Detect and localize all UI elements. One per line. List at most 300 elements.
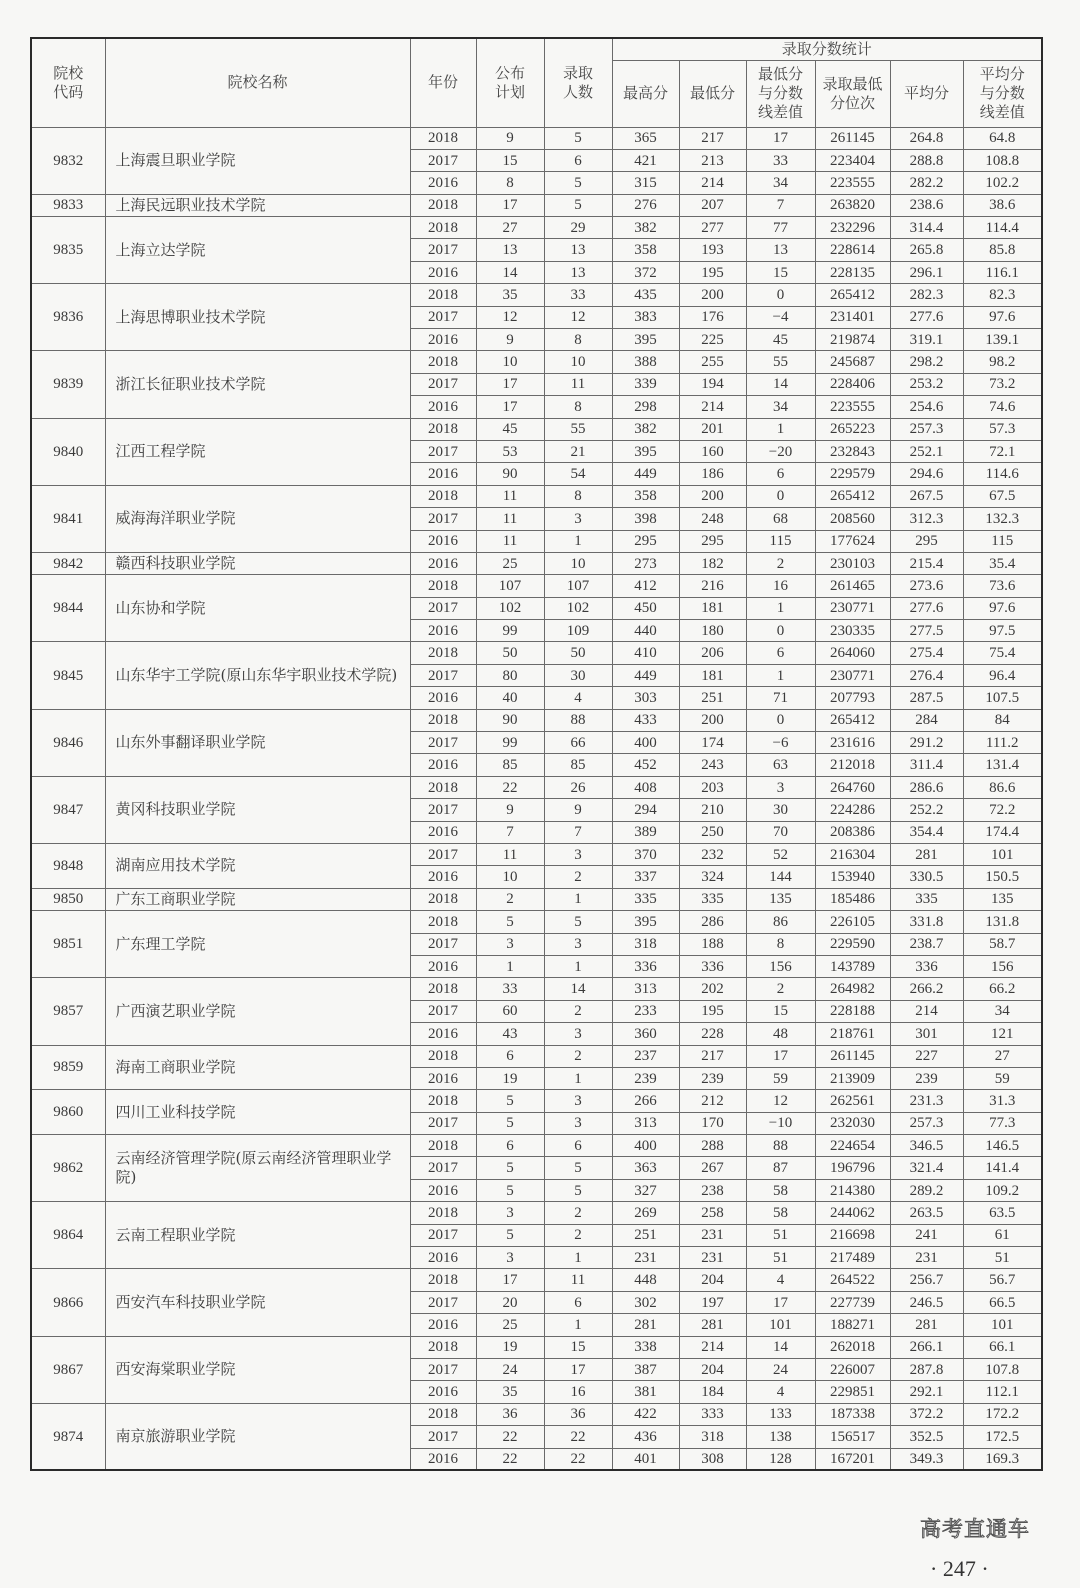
admitted-cell: 8 (544, 396, 612, 418)
min-diff-cell: 59 (746, 1067, 815, 1089)
min-rank-cell: 196796 (815, 1157, 890, 1179)
admitted-cell: 11 (544, 1269, 612, 1291)
avg-score-cell: 231 (890, 1247, 963, 1269)
avg-score-cell: 265.8 (890, 239, 963, 261)
year-cell: 2016 (410, 261, 476, 283)
min-score-cell: 200 (679, 284, 746, 306)
min-score-cell: 207 (679, 194, 746, 216)
admitted-cell: 16 (544, 1381, 612, 1403)
min-rank-cell: 214380 (815, 1179, 890, 1201)
max-score-cell: 237 (612, 1045, 679, 1067)
school-name-cell: 山东外事翻译职业学院 (105, 709, 410, 776)
avg-score-cell: 354.4 (890, 821, 963, 843)
admitted-cell: 2 (544, 866, 612, 888)
max-score-cell: 302 (612, 1291, 679, 1313)
avg-score-cell: 264.8 (890, 127, 963, 149)
min-diff-cell: 68 (746, 508, 815, 530)
header-min-rank (815, 60, 890, 127)
max-score-cell: 327 (612, 1179, 679, 1201)
avg-score-cell: 289.2 (890, 1179, 963, 1201)
max-score-cell: 383 (612, 306, 679, 328)
min-diff-cell: 24 (746, 1358, 815, 1380)
avg-diff-cell: 131.8 (963, 911, 1042, 933)
avg-score-cell: 336 (890, 955, 963, 977)
school-name-cell: 威海海洋职业学院 (105, 485, 410, 552)
min-score-cell: 243 (679, 754, 746, 776)
table-row (31, 1090, 1042, 1112)
min-diff-cell: 135 (746, 888, 815, 910)
admitted-cell: 12 (544, 306, 612, 328)
plan-cell: 17 (476, 373, 544, 395)
table-row (31, 888, 1042, 910)
min-score-cell: 213 (679, 149, 746, 171)
year-cell: 2017 (410, 732, 476, 754)
school-name-cell: 黄冈科技职业学院 (105, 776, 410, 843)
min-score-cell: 308 (679, 1448, 746, 1470)
avg-score-cell: 288.8 (890, 149, 963, 171)
school-name-cell: 浙江长征职业技术学院 (105, 351, 410, 418)
school-name-cell: 上海震旦职业学院 (105, 127, 410, 194)
min-score-cell: 277 (679, 217, 746, 239)
avg-diff-cell: 67.5 (963, 485, 1042, 507)
min-diff-cell: 58 (746, 1202, 815, 1224)
header-avg-score (890, 60, 963, 127)
admitted-cell: 8 (544, 485, 612, 507)
year-cell: 2017 (410, 1157, 476, 1179)
avg-score-cell: 254.6 (890, 396, 963, 418)
max-score-cell: 313 (612, 978, 679, 1000)
min-rank-cell: 223555 (815, 172, 890, 194)
school-name-cell: 海南工商职业学院 (105, 1045, 410, 1090)
min-diff-cell: 55 (746, 351, 815, 373)
min-score-cell: 180 (679, 620, 746, 642)
min-rank-cell: 153940 (815, 866, 890, 888)
avg-score-cell: 266.1 (890, 1336, 963, 1358)
min-score-cell: 286 (679, 911, 746, 933)
min-score-cell: 333 (679, 1403, 746, 1425)
min-score-cell: 217 (679, 127, 746, 149)
min-score-cell: 232 (679, 844, 746, 866)
max-score-cell: 395 (612, 911, 679, 933)
avg-score-cell: 277.6 (890, 597, 963, 619)
year-cell: 2018 (410, 575, 476, 597)
plan-cell: 19 (476, 1336, 544, 1358)
min-rank-cell: 229590 (815, 933, 890, 955)
max-score-cell: 452 (612, 754, 679, 776)
avg-diff-cell: 66.1 (963, 1336, 1042, 1358)
min-diff-cell: 14 (746, 1336, 815, 1358)
year-cell: 2017 (410, 933, 476, 955)
min-score-cell: 318 (679, 1426, 746, 1448)
min-diff-cell: 156 (746, 955, 815, 977)
table-row (31, 194, 1042, 216)
min-diff-cell: 0 (746, 284, 815, 306)
min-diff-cell: 101 (746, 1314, 815, 1336)
school-name-cell: 上海立达学院 (105, 217, 410, 284)
plan-cell: 9 (476, 127, 544, 149)
max-score-cell: 448 (612, 1269, 679, 1291)
min-score-cell: 201 (679, 418, 746, 440)
min-diff-cell: 16 (746, 575, 815, 597)
avg-score-cell: 241 (890, 1224, 963, 1246)
admitted-cell: 26 (544, 776, 612, 798)
min-score-cell: 281 (679, 1314, 746, 1336)
min-diff-cell: 4 (746, 1269, 815, 1291)
year-cell: 2018 (410, 1045, 476, 1067)
plan-cell: 3 (476, 1202, 544, 1224)
admitted-cell: 7 (544, 821, 612, 843)
avg-score-cell: 314.4 (890, 217, 963, 239)
school-name-cell: 广西演艺职业学院 (105, 978, 410, 1045)
plan-cell: 25 (476, 1314, 544, 1336)
school-name-cell: 广东理工学院 (105, 911, 410, 978)
admitted-cell: 1 (544, 955, 612, 977)
min-score-cell: 202 (679, 978, 746, 1000)
year-cell: 2017 (410, 844, 476, 866)
school-code-cell: 9857 (31, 978, 105, 1045)
avg-diff-cell: 75.4 (963, 642, 1042, 664)
min-diff-cell: 71 (746, 687, 815, 709)
min-rank-cell: 224654 (815, 1135, 890, 1157)
avg-diff-cell: 116.1 (963, 261, 1042, 283)
min-rank-cell: 232296 (815, 217, 890, 239)
min-rank-cell: 177624 (815, 530, 890, 552)
max-score-cell: 358 (612, 239, 679, 261)
avg-score-cell: 227 (890, 1045, 963, 1067)
max-score-cell: 395 (612, 440, 679, 462)
table-row (31, 1045, 1042, 1067)
admitted-cell: 55 (544, 418, 612, 440)
plan-cell: 80 (476, 664, 544, 686)
plan-cell: 35 (476, 284, 544, 306)
min-score-cell: 170 (679, 1112, 746, 1134)
min-rank-cell: 264982 (815, 978, 890, 1000)
min-rank-cell: 230771 (815, 664, 890, 686)
min-diff-cell: 51 (746, 1247, 815, 1269)
year-cell: 2016 (410, 620, 476, 642)
min-diff-cell: 1 (746, 418, 815, 440)
min-diff-cell: 17 (746, 1045, 815, 1067)
min-diff-cell: 128 (746, 1448, 815, 1470)
admitted-cell: 102 (544, 597, 612, 619)
min-score-cell: 324 (679, 866, 746, 888)
max-score-cell: 295 (612, 530, 679, 552)
year-cell: 2016 (410, 1448, 476, 1470)
min-diff-cell: 2 (746, 552, 815, 574)
plan-cell: 11 (476, 530, 544, 552)
admitted-cell: 88 (544, 709, 612, 731)
avg-score-cell: 252.2 (890, 799, 963, 821)
avg-score-cell: 257.3 (890, 1112, 963, 1134)
avg-diff-cell: 131.4 (963, 754, 1042, 776)
avg-score-cell: 281 (890, 1314, 963, 1336)
avg-diff-cell: 111.2 (963, 732, 1042, 754)
min-rank-cell: 264060 (815, 642, 890, 664)
avg-score-cell: 215.4 (890, 552, 963, 574)
avg-score-cell: 301 (890, 1023, 963, 1045)
min-diff-cell: 2 (746, 978, 815, 1000)
avg-diff-cell: 139.1 (963, 329, 1042, 351)
min-score-cell: 193 (679, 239, 746, 261)
year-cell: 2016 (410, 1314, 476, 1336)
table-row (31, 1403, 1042, 1425)
admitted-cell: 66 (544, 732, 612, 754)
min-rank-cell: 228406 (815, 373, 890, 395)
min-diff-cell: 14 (746, 373, 815, 395)
max-score-cell: 335 (612, 888, 679, 910)
admitted-cell: 5 (544, 127, 612, 149)
min-diff-cell: −10 (746, 1112, 815, 1134)
avg-score-cell: 312.3 (890, 508, 963, 530)
avg-score-cell: 246.5 (890, 1291, 963, 1313)
plan-cell: 7 (476, 821, 544, 843)
school-code-cell: 9836 (31, 284, 105, 351)
avg-diff-cell: 97.5 (963, 620, 1042, 642)
avg-score-cell: 275.4 (890, 642, 963, 664)
max-score-cell: 338 (612, 1336, 679, 1358)
plan-cell: 17 (476, 194, 544, 216)
min-diff-cell: 1 (746, 597, 815, 619)
avg-score-cell: 286.6 (890, 776, 963, 798)
avg-score-cell: 295 (890, 530, 963, 552)
school-name-cell: 上海思博职业技术学院 (105, 284, 410, 351)
admitted-cell: 6 (544, 149, 612, 171)
min-rank-cell: 264522 (815, 1269, 890, 1291)
avg-score-cell: 311.4 (890, 754, 963, 776)
max-score-cell: 389 (612, 821, 679, 843)
min-rank-cell: 208386 (815, 821, 890, 843)
plan-cell: 90 (476, 463, 544, 485)
avg-diff-cell: 58.7 (963, 933, 1042, 955)
min-score-cell: 194 (679, 373, 746, 395)
avg-diff-cell: 63.5 (963, 1202, 1042, 1224)
min-diff-cell: 0 (746, 709, 815, 731)
year-cell: 2018 (410, 284, 476, 306)
min-rank-cell: 230335 (815, 620, 890, 642)
admitted-cell: 1 (544, 1067, 612, 1089)
header-admitted (544, 38, 612, 127)
max-score-cell: 266 (612, 1090, 679, 1112)
avg-diff-cell: 115 (963, 530, 1042, 552)
header-max-score-label: 最高分 (622, 84, 668, 102)
min-rank-cell: 224286 (815, 799, 890, 821)
min-rank-cell: 232843 (815, 440, 890, 462)
header-year (410, 38, 476, 127)
min-score-cell: 238 (679, 1179, 746, 1201)
header-min-diff (746, 60, 815, 127)
plan-cell: 5 (476, 911, 544, 933)
plan-cell: 1 (476, 955, 544, 977)
plan-cell: 17 (476, 396, 544, 418)
year-cell: 2017 (410, 597, 476, 619)
min-diff-cell: 86 (746, 911, 815, 933)
year-cell: 2016 (410, 866, 476, 888)
min-diff-cell: 1 (746, 664, 815, 686)
table-row (31, 217, 1042, 239)
min-rank-cell: 229579 (815, 463, 890, 485)
avg-diff-cell: 141.4 (963, 1157, 1042, 1179)
avg-score-cell: 257.3 (890, 418, 963, 440)
school-code-cell: 9839 (31, 351, 105, 418)
max-score-cell: 318 (612, 933, 679, 955)
school-code-cell: 9835 (31, 217, 105, 284)
school-code-cell: 9844 (31, 575, 105, 642)
plan-cell: 22 (476, 1426, 544, 1448)
avg-diff-cell: 107.8 (963, 1358, 1042, 1380)
plan-cell: 45 (476, 418, 544, 440)
max-score-cell: 358 (612, 485, 679, 507)
year-cell: 2018 (410, 1336, 476, 1358)
min-rank-cell: 143789 (815, 955, 890, 977)
school-code-cell: 9847 (31, 776, 105, 843)
avg-diff-cell: 114.4 (963, 217, 1042, 239)
min-score-cell: 214 (679, 1336, 746, 1358)
avg-diff-cell: 34 (963, 1000, 1042, 1022)
header-code-label: 院校 代码 (53, 63, 84, 101)
min-score-cell: 231 (679, 1247, 746, 1269)
header-min-score-label: 最低分 (689, 84, 735, 102)
min-rank-cell: 261465 (815, 575, 890, 597)
avg-score-cell: 252.1 (890, 440, 963, 462)
plan-cell: 36 (476, 1403, 544, 1425)
table-row (31, 1202, 1042, 1224)
max-score-cell: 365 (612, 127, 679, 149)
max-score-cell: 450 (612, 597, 679, 619)
admitted-cell: 1 (544, 1314, 612, 1336)
min-diff-cell: 34 (746, 172, 815, 194)
max-score-cell: 276 (612, 194, 679, 216)
min-diff-cell: 63 (746, 754, 815, 776)
min-score-cell: 206 (679, 642, 746, 664)
min-rank-cell: 185486 (815, 888, 890, 910)
header-admitted-label: 录取 人数 (562, 63, 593, 101)
avg-diff-cell: 121 (963, 1023, 1042, 1045)
avg-score-cell: 231.3 (890, 1090, 963, 1112)
min-score-cell: 160 (679, 440, 746, 462)
max-score-cell: 421 (612, 149, 679, 171)
school-name-cell: 山东协和学院 (105, 575, 410, 642)
avg-score-cell: 292.1 (890, 1381, 963, 1403)
plan-cell: 99 (476, 620, 544, 642)
avg-score-cell: 281 (890, 844, 963, 866)
min-rank-cell: 219874 (815, 329, 890, 351)
min-rank-cell: 208560 (815, 508, 890, 530)
admitted-cell: 2 (544, 1000, 612, 1022)
max-score-cell: 315 (612, 172, 679, 194)
admitted-cell: 13 (544, 261, 612, 283)
admitted-cell: 33 (544, 284, 612, 306)
plan-cell: 3 (476, 933, 544, 955)
min-score-cell: 181 (679, 664, 746, 686)
header-avg-score-label: 平均分 (903, 84, 949, 102)
plan-cell: 5 (476, 1224, 544, 1246)
year-cell: 2016 (410, 172, 476, 194)
plan-cell: 50 (476, 642, 544, 664)
school-name-cell: 赣西科技职业学院 (105, 552, 410, 574)
plan-cell: 6 (476, 1135, 544, 1157)
min-rank-cell: 245687 (815, 351, 890, 373)
header-code (31, 38, 105, 127)
header-name (105, 38, 410, 127)
avg-diff-cell: 132.3 (963, 508, 1042, 530)
admitted-cell: 29 (544, 217, 612, 239)
max-score-cell: 422 (612, 1403, 679, 1425)
plan-cell: 8 (476, 172, 544, 194)
max-score-cell: 382 (612, 418, 679, 440)
min-rank-cell: 212018 (815, 754, 890, 776)
school-code-cell: 9842 (31, 552, 105, 574)
min-rank-cell: 207793 (815, 687, 890, 709)
avg-diff-cell: 107.5 (963, 687, 1042, 709)
max-score-cell: 382 (612, 217, 679, 239)
max-score-cell: 363 (612, 1157, 679, 1179)
admitted-cell: 5 (544, 172, 612, 194)
avg-diff-cell: 102.2 (963, 172, 1042, 194)
min-rank-cell: 217489 (815, 1247, 890, 1269)
admitted-cell: 30 (544, 664, 612, 686)
avg-score-cell: 239 (890, 1067, 963, 1089)
max-score-cell: 398 (612, 508, 679, 530)
year-cell: 2016 (410, 329, 476, 351)
year-cell: 2018 (410, 127, 476, 149)
plan-cell: 107 (476, 575, 544, 597)
min-rank-cell: 261145 (815, 1045, 890, 1067)
table-row (31, 709, 1042, 731)
admitted-cell: 5 (544, 1157, 612, 1179)
year-cell: 2016 (410, 463, 476, 485)
min-rank-cell: 262018 (815, 1336, 890, 1358)
max-score-cell: 449 (612, 664, 679, 686)
min-score-cell: 214 (679, 172, 746, 194)
min-rank-cell: 262561 (815, 1090, 890, 1112)
admitted-cell: 3 (544, 1112, 612, 1134)
year-cell: 2017 (410, 1000, 476, 1022)
min-score-cell: 251 (679, 687, 746, 709)
plan-cell: 3 (476, 1247, 544, 1269)
avg-score-cell: 291.2 (890, 732, 963, 754)
plan-cell: 43 (476, 1023, 544, 1045)
avg-score-cell: 277.5 (890, 620, 963, 642)
year-cell: 2016 (410, 754, 476, 776)
max-score-cell: 337 (612, 866, 679, 888)
plan-cell: 102 (476, 597, 544, 619)
admitted-cell: 13 (544, 239, 612, 261)
min-score-cell: 250 (679, 821, 746, 843)
year-cell: 2018 (410, 217, 476, 239)
avg-diff-cell: 57.3 (963, 418, 1042, 440)
admitted-cell: 22 (544, 1448, 612, 1470)
avg-score-cell: 238.6 (890, 194, 963, 216)
min-rank-cell: 223404 (815, 149, 890, 171)
year-cell: 2016 (410, 1381, 476, 1403)
min-rank-cell: 263820 (815, 194, 890, 216)
avg-diff-cell: 64.8 (963, 127, 1042, 149)
max-score-cell: 273 (612, 552, 679, 574)
avg-diff-cell: 35.4 (963, 552, 1042, 574)
min-diff-cell: 70 (746, 821, 815, 843)
avg-diff-cell: 73.6 (963, 575, 1042, 597)
admitted-cell: 8 (544, 329, 612, 351)
avg-diff-cell: 66.2 (963, 978, 1042, 1000)
max-score-cell: 339 (612, 373, 679, 395)
plan-cell: 53 (476, 440, 544, 462)
min-score-cell: 288 (679, 1135, 746, 1157)
max-score-cell: 388 (612, 351, 679, 373)
header-stats-group (612, 38, 1042, 60)
min-score-cell: 200 (679, 485, 746, 507)
school-code-cell: 9840 (31, 418, 105, 485)
min-rank-cell: 265412 (815, 485, 890, 507)
